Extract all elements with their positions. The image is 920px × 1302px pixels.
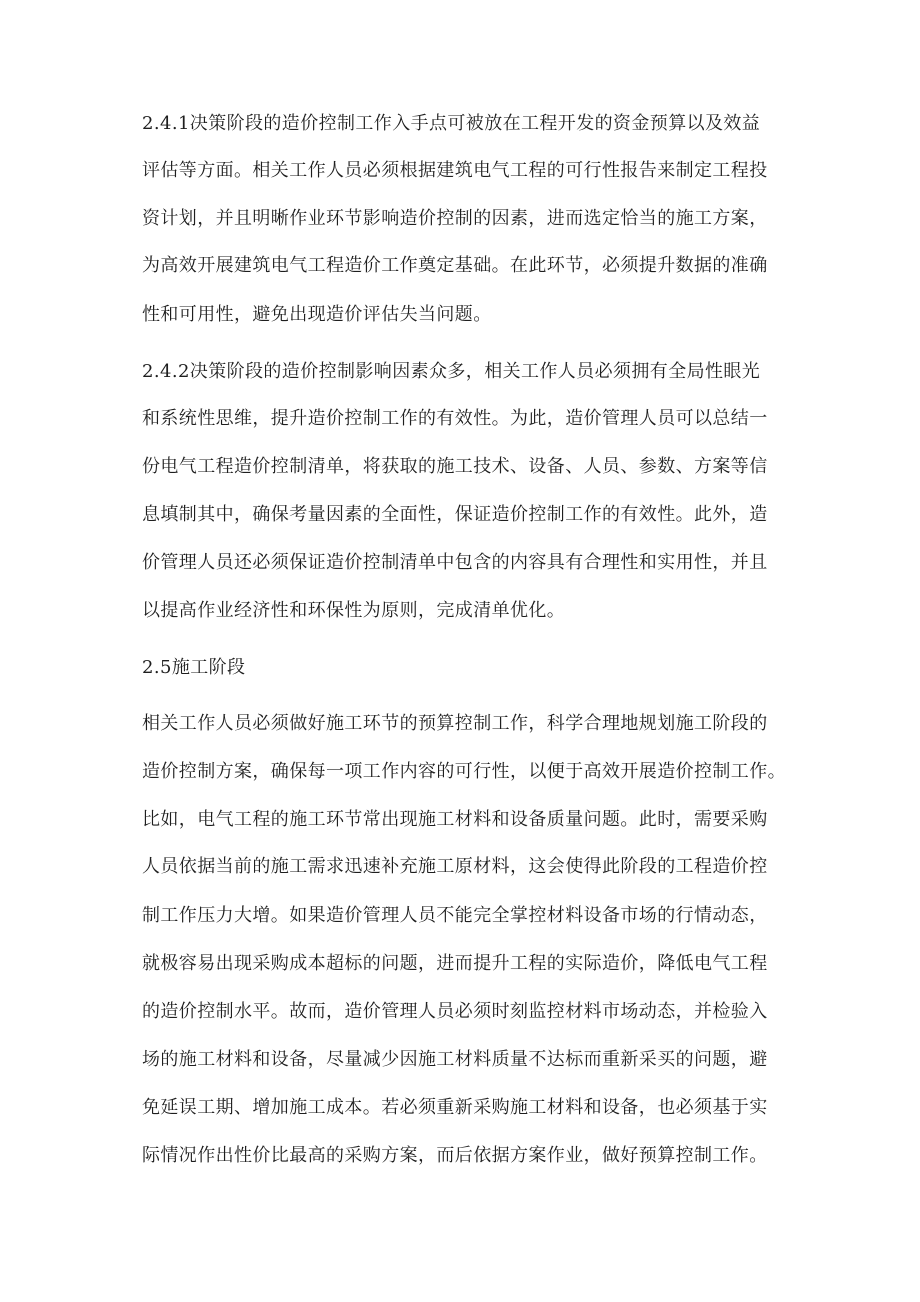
paragraph-2-4-1-line-5: 性和可用性，避免出现造价评估失当问题。 xyxy=(142,304,492,325)
paragraph-2-5-line-6: 就极容易出现采购成本超标的问题，进而提升工程的实际造价，降低电气工程 xyxy=(142,953,768,974)
paragraph-2-4-1-line-3: 资计划，并且明晰作业环节影响造价控制的因素，进而选定恰当的施工方案， xyxy=(142,208,768,229)
paragraph-2-5-line-4: 人员依据当前的施工需求迅速补充施工原材料，这会使得此阶段的工程造价控 xyxy=(142,856,768,877)
paragraph-2-4-1-line-4: 为高效开展建筑电气工程造价工作奠定基础。在此环节，必须提升数据的准确 xyxy=(142,255,768,276)
paragraph-2-4-2-line-2: 和系统性思维，提升造价控制工作的有效性。为此，造价管理人员可以总结一 xyxy=(142,408,768,429)
paragraph-2-4-2-line-1: 2.4.2决策阶段的造价控制影响因素众多，相关工作人员必须拥有全局性眼光 xyxy=(142,361,761,382)
paragraph-2-4-1-line-1: 2.4.1决策阶段的造价控制工作入手点可被放在工程开发的资金预算以及效益 xyxy=(142,113,761,134)
paragraph-2-5-line-8: 场的施工材料和设备，尽量减少因施工材料质量不达标而重新采买的问题，避 xyxy=(142,1049,768,1070)
paragraph-2-5-line-10: 际情况作出性价比最高的采购方案，而后依据方案作业，做好预算控制工作。 xyxy=(142,1145,768,1166)
section-heading-2-5: 2.5施工阶段 xyxy=(142,657,246,678)
paragraph-2-4-2-line-6: 以提高作业经济性和环保性为原则，完成清单优化。 xyxy=(142,600,566,621)
paragraph-2-4-2-line-3: 份电气工程造价控制清单，将获取的施工技术、设备、人员、参数、方案等信 xyxy=(142,456,768,477)
paragraph-2-4-1-line-2: 评估等方面。相关工作人员必须根据建筑电气工程的可行性报告来制定工程投 xyxy=(142,160,768,181)
paragraph-2-4-2-line-4: 息填制其中，确保考量因素的全面性，保证造价控制工作的有效性。此外，造 xyxy=(142,504,768,525)
paragraph-2-5-line-7: 的造价控制水平。故而，造价管理人员必须时刻监控材料市场动态，并检验入 xyxy=(142,1001,768,1022)
paragraph-2-5-line-1: 相关工作人员必须做好施工环节的预算控制工作，科学合理地规划施工阶段的 xyxy=(142,713,768,734)
paragraph-2-5-line-2: 造价控制方案，确保每一项工作内容的可行性，以便于高效开展造价控制工作。 xyxy=(142,761,786,782)
paragraph-2-5-line-3: 比如，电气工程的施工环节常出现施工材料和设备质量问题。此时，需要采购 xyxy=(142,809,768,830)
paragraph-2-5-line-9: 免延误工期、增加施工成本。若必须重新采购施工材料和设备，也必须基于实 xyxy=(142,1097,768,1118)
paragraph-2-5-line-5: 制工作压力大增。如果造价管理人员不能完全掌控材料设备市场的行情动态， xyxy=(142,905,768,926)
paragraph-2-4-2-line-5: 价管理人员还必须保证造价控制清单中包含的内容具有合理性和实用性，并且 xyxy=(142,552,768,573)
